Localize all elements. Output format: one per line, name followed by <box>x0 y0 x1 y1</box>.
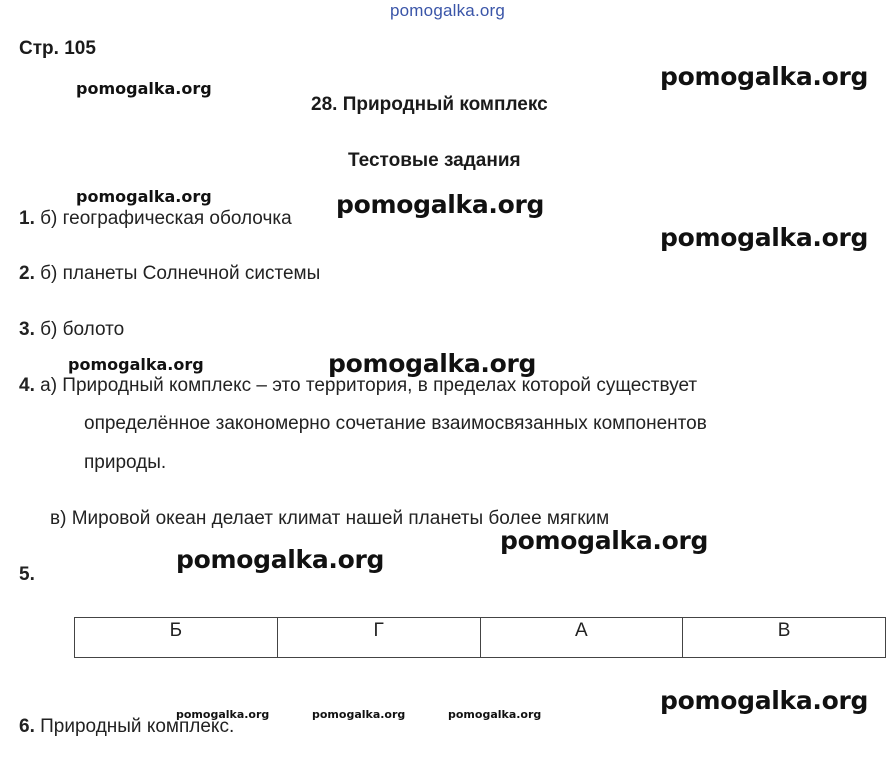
table-cell: В <box>683 618 886 658</box>
answer-6 <box>19 716 234 738</box>
watermark: pomogalka.org <box>500 526 709 555</box>
watermark: pomogalka.org <box>176 545 385 574</box>
answer-4 <box>19 375 697 397</box>
watermark: pomogalka.org <box>336 190 545 219</box>
answer-2 <box>19 263 320 285</box>
answer-number: 2. <box>19 263 35 284</box>
answer-4-continuation: определённое закономерно сочетание взаимосвязанных компонентов <box>84 413 707 434</box>
answer-number: 1. <box>19 208 35 229</box>
answer-number: 4. <box>19 375 35 396</box>
watermark: pomogalka.org <box>660 223 869 252</box>
answer-text: б) планеты Солнечной системы <box>34 263 321 284</box>
watermark: pomogalka.org <box>660 686 869 715</box>
page-reference: Стр. 105 <box>19 38 96 59</box>
table-row <box>75 618 886 658</box>
watermark: pomogalka.org <box>76 79 212 98</box>
watermark: pomogalka.org <box>176 708 270 721</box>
answer-1 <box>19 208 292 230</box>
watermark: pomogalka.org <box>660 62 869 91</box>
section-title: 28. Природный комплекс <box>311 94 548 115</box>
answer-text: б) географическая оболочка <box>34 208 292 229</box>
answer-number: 6. <box>19 716 35 737</box>
watermark: pomogalka.org <box>68 355 204 374</box>
watermark: pomogalka.org <box>328 349 537 378</box>
watermark: pomogalka.org <box>76 187 212 206</box>
section-subtitle: Тестовые задания <box>348 150 521 171</box>
answer-text: Природный комплекс. <box>34 716 235 737</box>
table-cell: Б <box>75 618 278 658</box>
answer-5 <box>19 564 35 586</box>
answer-4-continuation: природы. <box>84 452 167 473</box>
answer-3 <box>19 319 124 341</box>
table-cell: А <box>480 618 683 658</box>
answer-4-option-v: в) Мировой океан делает климат нашей планеты более мягким <box>50 508 610 529</box>
answer-text: б) болото <box>34 319 125 340</box>
table-cell: Г <box>277 618 480 658</box>
answer-number: 5. <box>19 564 35 585</box>
watermark-top: pomogalka.org <box>390 1 506 20</box>
answer-text: а) Природный комплекс – это территория, в пределах которой существует <box>34 375 698 396</box>
watermark: pomogalka.org <box>312 708 406 721</box>
answer-number: 3. <box>19 319 35 340</box>
watermark: pomogalka.org <box>448 708 542 721</box>
answer-table <box>74 617 886 658</box>
